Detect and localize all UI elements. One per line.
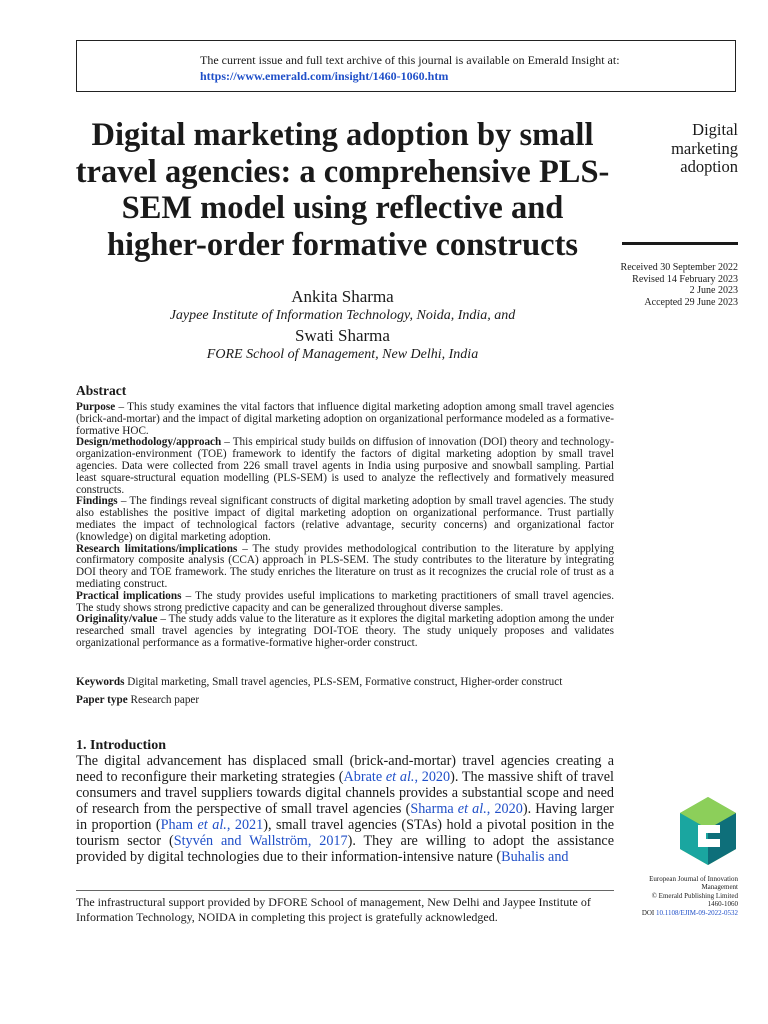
running-title-rule: [622, 242, 738, 245]
running-title-line: marketing: [671, 138, 738, 158]
footnote-divider: [76, 890, 614, 891]
author-name: Swati Sharma: [295, 326, 390, 345]
body-text: ). Having larger in proportion (: [76, 801, 614, 833]
abstract-section: [76, 437, 614, 496]
body-text: ). The massive shift of travel consumers and travel suppliers towards digital channels provides a substantial scope and need of research from the perspective of small travel agencies (: [76, 769, 614, 817]
abstract-section: [76, 614, 614, 649]
journal-copyright: © Emerald Publishing Limited: [651, 891, 738, 900]
date-received: Received 30 September 2022: [620, 262, 738, 273]
section-label: Findings: [76, 495, 118, 508]
section-text: – This empirical study builds on diffusion of innovation (DOI) theory and technology-organization-environment (TOE) framework to identify the factors of digital marketing adoption by small travel agencies. Data were collected from 226 small travel agents in India using purposive and snowball sampling. Partial least square-structural equation modelling (PLS-SEM) is used to analyze the reflectively and formatively measured constructs.: [76, 436, 614, 496]
keywords: [76, 676, 616, 688]
citation-link[interactable]: Abrate et al., 2020: [343, 769, 451, 785]
section-text: – The study provides useful implications to marketing practitioners of small travel agencies. The study shows strong predictive capacity and can be generalized throughout diverse samples.: [76, 589, 614, 614]
section-label: Originality/value: [76, 613, 158, 626]
journal-name: European Journal of Innovation Management: [649, 875, 738, 892]
abstract-section: [76, 402, 614, 437]
running-title-line: Digital: [692, 120, 738, 139]
citation-link[interactable]: Styvén and Wallström, 2017: [173, 833, 348, 849]
abstract-section: [76, 544, 614, 591]
abstract-section: [76, 496, 614, 543]
body-text: ). They are willing to adopt the assistance provided by digital technologies due to their information-intensive nature (: [76, 833, 615, 865]
journal-info: [612, 875, 738, 917]
running-title-line: adoption: [680, 157, 738, 176]
journal-issn: 1460-1060: [707, 900, 738, 909]
body-text: The digital advancement has displaced small (brick-and-mortar) travel agencies creating a need to reconfigure their marketing strategies (: [76, 753, 614, 785]
section-label: Design/methodology/approach: [76, 436, 222, 449]
paper-type-label: Paper type: [76, 694, 128, 706]
author-name: Ankita Sharma: [291, 287, 394, 306]
section-text: – This study examines the vital factors that influence digital marketing adoption among small travel agencies (brick-and-mortar) and the impact of digital marketing adoption on organizational performance modeled as a formative-formative HOC.: [76, 401, 614, 437]
running-title: [620, 121, 738, 177]
article-title: Digital marketing adoption by small travel agencies: a comprehensive PLS-SEM model using reflective and higher-order formative constructs: [75, 117, 610, 263]
article-dates: [598, 262, 738, 308]
date-revised-2: 2 June 2023: [689, 285, 738, 296]
author-affiliation: FORE School of Management, New Delhi, India: [206, 347, 479, 362]
abstract-heading: Abstract: [76, 383, 127, 398]
date-accepted: Accepted 29 June 2023: [644, 296, 738, 308]
section-text: – The study provides methodological contribution to the literature by applying confirmatory composite analysis (CCA) approach in PLS-SEM. The study contributes to the literature by integrating DOI theory and TOE framework. The study enriches the literature on trust as it recognizes the crucial role of trust as a mediating construct.: [76, 542, 614, 590]
section-label: Practical implications: [76, 589, 182, 602]
abstract-body: [76, 402, 614, 650]
section-label: Research limitations/implications: [76, 542, 238, 555]
archive-url-link[interactable]: https://www.emerald.com/insight/1460-1060.htm: [200, 69, 449, 83]
date-revised: Revised 14 February 2023: [632, 273, 738, 285]
keywords-label: Keywords: [76, 676, 125, 688]
journal-logo-icon: [676, 795, 740, 867]
section-text: – The study adds value to the literature as it explores the digital marketing adoption among the under researched small travel agencies by integrating DOI-TOE theory. The study uniquely proposes and validates organizational performance as a formative-formative higher-order construct.: [76, 613, 614, 649]
acknowledgement-footnote: The infrastructural support provided by DFORE School of management, New Delhi and Jaypee Institute of Information Technology, NOIDA in completing this project is gratefully acknowledged.: [76, 895, 591, 924]
section-heading-introduction: 1. Introduction: [76, 738, 166, 753]
paper-type: [76, 694, 616, 706]
abstract-section: [76, 591, 614, 615]
keywords-text: Digital marketing, Small travel agencies, PLS-SEM, Formative construct, Higher-order construct: [124, 676, 563, 688]
archive-notice-text: The current issue and full text archive of this journal is available on Emerald Insight at:: [200, 53, 620, 67]
author-affiliation: Jaypee Institute of Information Technology, Noida, India, and: [169, 308, 516, 323]
citation-link[interactable]: Pham et al., 2021: [160, 817, 264, 833]
citation-link[interactable]: Sharma et al., 2020: [410, 801, 523, 817]
introduction-paragraph: [76, 753, 614, 865]
section-label: Purpose: [76, 401, 116, 413]
section-text: – The findings reveal significant constructs of digital marketing adoption by small travel agencies. The study also establishes the positive impact of digital marketing adoption on organizational performance. Trust partially mediates the impact of technological factors (relative advantage, security concerns) and organizational factor (knowledge) on digital marketing adoption.: [76, 495, 614, 543]
citation-link[interactable]: Buhalis and: [501, 849, 569, 865]
doi-link[interactable]: 10.1108/EJIM-09-2022-0532: [656, 908, 738, 917]
journal-doi: DOI 10.1108/EJIM-09-2022-0532: [641, 908, 738, 917]
body-text: ), small travel agencies (STAs) hold a pivotal position in the tourism sector (: [76, 817, 615, 849]
paper-type-text: Research paper: [127, 694, 200, 706]
archive-notice: [200, 52, 620, 84]
